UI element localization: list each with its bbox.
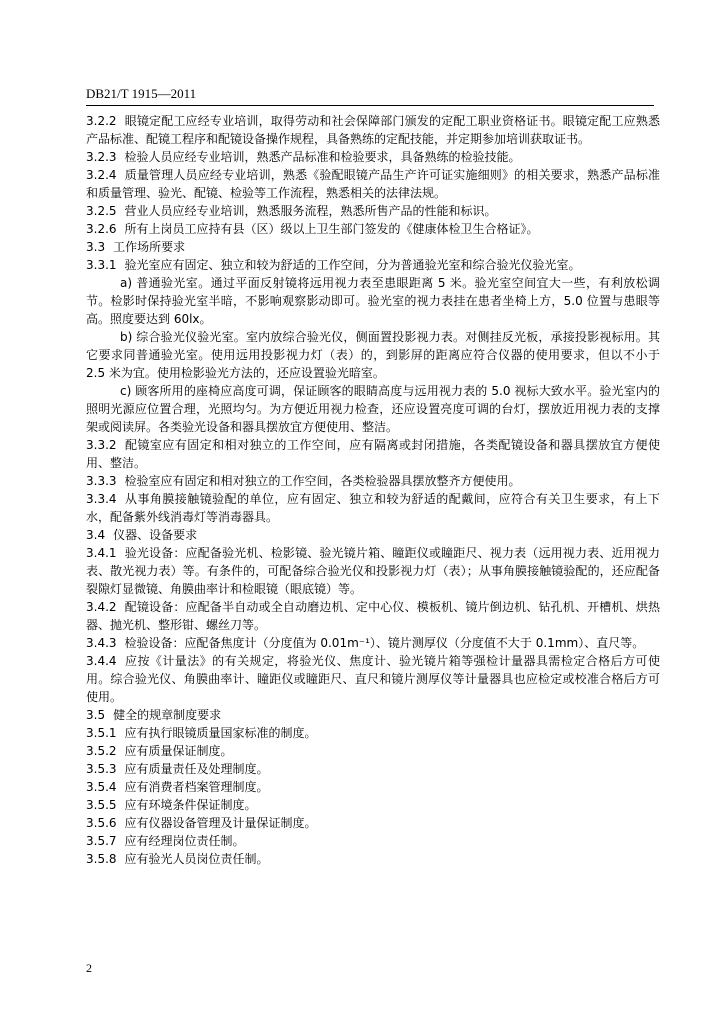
paragraph-text: 应按《计量法》的有关规定，将验光仪、焦度计、验光镜片箱等强检计量器具需检定合格后方可使用。综合验光仪、角膜曲率计、瞳距仪或瞳距尺、直尺和镜片测厚仪等计量器具也应检定或校准合格后方可使用。 [86,654,660,704]
paragraph-text: 检验设备：应配备焦度计（分度值为 0.01m⁻¹）、镜片测厚仪（分度值不大于 0.1mm）、直尺等。 [124,636,645,650]
paragraph-text: 验光室应有固定、独立和较为舒适的工作空间，分为普通验光室和综合验光仪验光室。 [124,258,581,272]
paragraph [86,796,660,814]
paragraph-text: 应有执行眼镜质量国家标准的制度。 [124,726,317,740]
section-heading [86,238,660,256]
clause-number: 3.2.5 [86,204,117,218]
clause-number: 3.3.4 [86,492,117,506]
paragraph-text: 验光设备：应配备验光机、检影镜、验光镜片箱、瞳距仪或瞳距尺、视力表（远用视力表、近用视力表、散光视力表）等。有条件的，可配备综合验光仪和投影视力灯（表）；从事角膜接触镜验配的，还应配备裂隙灯显微镜、角膜曲率计和检眼镜（眼底镜）等。 [86,546,660,596]
paragraph [86,472,660,490]
section-heading [86,706,660,724]
heading-text: 健全的规章制度要求 [113,708,222,722]
paragraph-text: 配镜室应有固定和相对独立的工作空间，应有隔离或封闭措施，各类配镜设备和器具摆放宜方便使用、整洁。 [86,438,660,470]
paragraph [86,202,660,220]
page-number: 2 [86,961,92,975]
clause-number: 3.4 [86,528,106,542]
clause-number: 3.5.1 [86,726,117,740]
paragraph-text: 应有经理岗位责任制。 [124,834,245,848]
paragraph [86,814,660,832]
clause-number: 3.3 [86,240,106,254]
paragraph [86,436,660,472]
list-item: c) 顾客所用的座椅应高度可调，保证顾客的眼睛高度与远用视力表的 5.0 视标大致水平。验光室内的照明光源应位置合理，光照均匀。为方便近用视力检查，还应设置亮度可调的台灯，摆放近用视力表的支撑架或阅读屏。各类验光设备和器具摆放宜方便使用、整洁。 [86,384,660,434]
heading-text: 仪器、设备要求 [113,528,198,542]
paragraph [86,634,660,652]
clause-number: 3.3.3 [86,474,117,488]
paragraph-text: 应有消费者档案管理制度。 [124,780,269,794]
paragraph-text: 营业人员应经专业培训，熟悉服务流程，熟悉所售产品的性能和标识。 [124,204,497,218]
paragraph [86,652,660,706]
clause-number: 3.2.6 [86,222,117,236]
document-id-header: DB21/T 1915—2011 [86,86,197,101]
header-divider [86,105,654,106]
clause-number: 3.3.1 [86,258,117,272]
clause-number: 3.5 [86,708,106,722]
list-item: a) 普通验光室。通过平面反射镜将远用视力表至患眼距离 5 米。验光室空间宜大一些，有利放松调节。检影时保持验光室半暗，不影响观察影动即可。验光室的视力表挂在患者坐椅上方，5.0 位置与患眼等高。照度要达到 60lx。 [86,276,660,326]
paragraph-text: 检验人员应经专业培训，熟悉产品标准和检验要求，具备熟练的检验技能。 [124,150,521,164]
paragraph-text: 检验室应有固定和相对独立的工作空间，各类检验器具摆放整齐方便使用。 [124,474,521,488]
clause-number: 3.5.7 [86,834,117,848]
document-body [86,112,660,868]
paragraph [86,778,660,796]
paragraph-text: 应有验光人员岗位责任制。 [124,852,269,866]
clause-number: 3.5.3 [86,762,117,776]
clause-number: 3.4.3 [86,636,117,650]
clause-number: 3.5.4 [86,780,117,794]
paragraph-text: 应有质量责任及处理制度。 [124,762,269,776]
paragraph [86,490,660,526]
clause-number: 3.5.8 [86,852,117,866]
paragraph-text: 应有环境条件保证制度。 [124,798,257,812]
clause-number: 3.5.6 [86,816,117,830]
clause-number: 3.2.4 [86,168,117,182]
clause-number: 3.2.3 [86,150,117,164]
paragraph-text: 应有仪器设备管理及计量保证制度。 [124,816,317,830]
paragraph [86,742,660,760]
paragraph [86,724,660,742]
paragraph-text: 眼镜定配工应经专业培训，取得劳动和社会保障部门颁发的定配工职业资格证书。眼镜定配工应熟悉产品标准、配镜工程序和配镜设备操作规程，具备熟练的定配技能，并定期参加培训获取证书。 [86,114,660,146]
paragraph-text: 质量管理人员应经专业培训，熟悉《验配眼镜产品生产许可证实施细则》的相关要求，熟悉产品标准和质量管理、验光、配镜、检验等工作流程，熟悉相关的法律法规。 [86,168,660,200]
heading-text: 工作场所要求 [113,240,186,254]
paragraph [86,544,660,598]
clause-number: 3.4.4 [86,654,117,668]
paragraph [86,112,660,148]
paragraph [86,220,660,238]
section-heading [86,526,660,544]
clause-number: 3.2.2 [86,114,117,128]
list-item: b) 综合验光仪验光室。室内放综合验光仪，侧面置投影视力表。对侧挂反光板，承接投影视标用。其它要求同普通验光室。使用远用投影视力灯（表）的，到影屏的距离应符合仪器的使用要求，但以不小于 2.5 米为宜。使用检影验光方法的，还应设置验光暗室。 [86,330,660,380]
paragraph [86,832,660,850]
paragraph-text: 所有上岗员工应持有县（区）级以上卫生部门签发的《健康体检卫生合格证》。 [124,222,539,236]
paragraph-text: 配镜设备：应配备半自动或全自动磨边机、定中心仪、模板机、镜片倒边机、钻孔机、开槽机、烘热器、抛光机、整形钳、螺丝刀等。 [86,600,660,632]
paragraph [86,598,660,634]
paragraph [86,148,660,166]
clause-number: 3.4.2 [86,600,117,614]
paragraph [86,166,660,202]
clause-number: 3.4.1 [86,546,117,560]
paragraph [86,760,660,778]
paragraph [86,256,660,274]
paragraph [86,850,660,868]
paragraph-text: 从事角膜接触镜验配的单位，应有固定、独立和较为舒适的配戴间，应符合有关卫生要求，有上下水，配备紫外线消毒灯等消毒器具。 [86,492,660,524]
clause-number: 3.3.2 [86,438,117,452]
paragraph-text: 应有质量保证制度。 [124,744,233,758]
clause-number: 3.5.5 [86,798,117,812]
clause-number: 3.5.2 [86,744,117,758]
